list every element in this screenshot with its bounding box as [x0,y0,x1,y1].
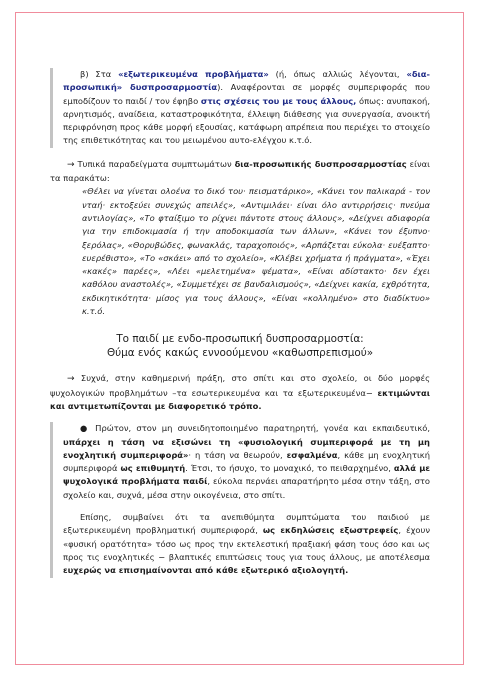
term-external-problems: «εξωτερικευμένα προβλήματα» [118,69,269,79]
text-run: . Έτσι, το ήσυχο, το μοναχικό, το πειθαρχημένο, [185,463,394,474]
paragraph-examples-intro [50,158,430,186]
text-run: (ή, όπως αλλιώς λέγονται, [268,69,407,79]
term-bold: ως εκδηλώσεις εξωστρεφείς [262,525,399,536]
paragraph-external-problems [50,68,430,148]
boxed-section [50,422,430,577]
arrow-icon: → [67,374,75,385]
term-interpersonal-maladjustment: «δια-προσωπική» δυσπροσαρμοστία [63,69,431,93]
text-run: Πρώτον, στον μη συνειδητοποιημένο παρατηρητή, γονέα και εκπαιδευτικό, [89,423,431,434]
examples-quote: «Θέλει να γίνεται ολοένα το δικό του· πεισματάρικο», «Κάνει τον παλικαρά - τον νταή· εκτοξεύει συνεχώς απειλές», «Αντιμιλάει· είναι όλο αντιρρήσεις· πνεύμα αντιλογίας», «Το φταίξιμο το ρίχνει πάντοτε στους άλλους», «Δείχνει αδιαφορία για την επιδοκιμασία ή την αποδοκιμασία των άλλων», «Κάνει τον έξυπνο· ξερόλας», «Θορυβώδες, φωνακλάς, ταραχοποιός», «Αρπάζεται εύκολα· ευέξαπτο· ευερέθιστο», «Το «σκάει» από το σχολείο», «Κλέβει χρήματα ή πράγματα», «Έχει «κακές» παρέες», «Λέει «μελετημένα» ψέματα», «Είναι αδίστακτο· δεν έχει καθόλου αναστολές», «Συμμετέχει σε βανδαλισμούς», «Δείχνει κακία, εχθρότητα, εκδικητικότητα· μίσος για τους άλλους», «Είναι «κολλημένο» στο διαδίκτυο» κ.τ.ό. [82,186,430,317]
bullet-icon: ● [80,423,90,434]
text-run: β) Στα [80,69,119,79]
term-bold: εκτιμώνται και αντιμετωπίζονται με διαφορετικό τρόπο. [50,387,430,411]
term-bold: δια-προσωπικής δυσπροσαρμοστίας [234,158,407,169]
term-bold: αλλά με ψυχολογικά προβλήματα παιδί [63,463,431,487]
term-bold: εσφαλμένα [286,449,338,460]
text-run: , έχουν «φυσική ορατότητα» τόσο ως προς την εκτελεστική πραξιακή φάση τους όσο και ως προς τις ενοχλητικές − βλαπτικές επιπτώσεις τους για τους άλλους, με αποτέλεσμα [63,525,430,562]
section-heading [50,332,430,360]
text-run: , κάθε μη ενοχλητική συμπεριφορά [63,449,431,474]
paragraph-also [63,511,430,577]
text-run: Επίσης, συμβαίνει ότι τα ανεπιθύμητα συμπτώματα του παιδιού με εξωτερικευμένη προβληματική συμπεριφορά, [63,512,430,536]
text-run: είναι τα παρακάτω: [50,158,430,184]
term-bold: υπάρχει η τάση να εξισώνει τη «φυσιολογική συμπεριφορά με τη μη ενοχλητική συμπεριφορά» [63,436,430,460]
heading-line-1: Το παιδί με ενδο-προσωπική δυσπροσαρμοστία: [116,333,364,346]
heading-line-2: Θύμα ενός κακώς εννοούμενου «καθωσπρεπισμού» [106,347,374,360]
paragraph-daily-practice [50,372,430,413]
paragraph-first [63,422,430,502]
arrow-icon: → [67,159,75,170]
text-run: Συχνά, στην καθημερινή πράξη, στο σπίτι και στο σχολείο, οι δύο μορφές ψυχολογικών προβλημάτων –τα εσωτερικευμένα και τα εξωτερικευμένα− [50,373,430,398]
text-run: όπως: ανυπακοή, αρνητισμός, αναίδεια, καταστροφικότητα, έλλειψη διάθεσης για συνεργασία, ανοικτή περιφρόνηση προς κάθε μορφή εξουσίας, κατάφωρη απρέπεια που περιέχει το στοιχείο της επιθετικότητας και του μειωμένου αυτο-ελέγχου κ.τ.ό. [63,95,430,146]
text-run: , εύκολα περνάει απαρατήρητο μέσα στην τάξη, στο σχολείο και, συχνά, μέσα στην οικογένεια, στο σπίτι. [63,476,430,500]
document-page [50,68,430,578]
term-bold: ως επιθυμητή [120,463,186,474]
text-run: ). Αναφέρονται σε μορφές συμπεριφοράς που εμποδίζουν το παιδί / τον έφηβο [63,82,431,106]
text-run: Τυπικά παραδείγματα συμπτωμάτων [74,158,235,169]
term-bold: ευχερώς να επισημαίνονται από κάθε εξωτερικό αξιολογητή. [63,565,349,576]
term-relations-with-others: στις σχέσεις του με τους άλλους, [200,95,357,106]
text-run: · η τάση να θεωρούν, [188,449,287,460]
